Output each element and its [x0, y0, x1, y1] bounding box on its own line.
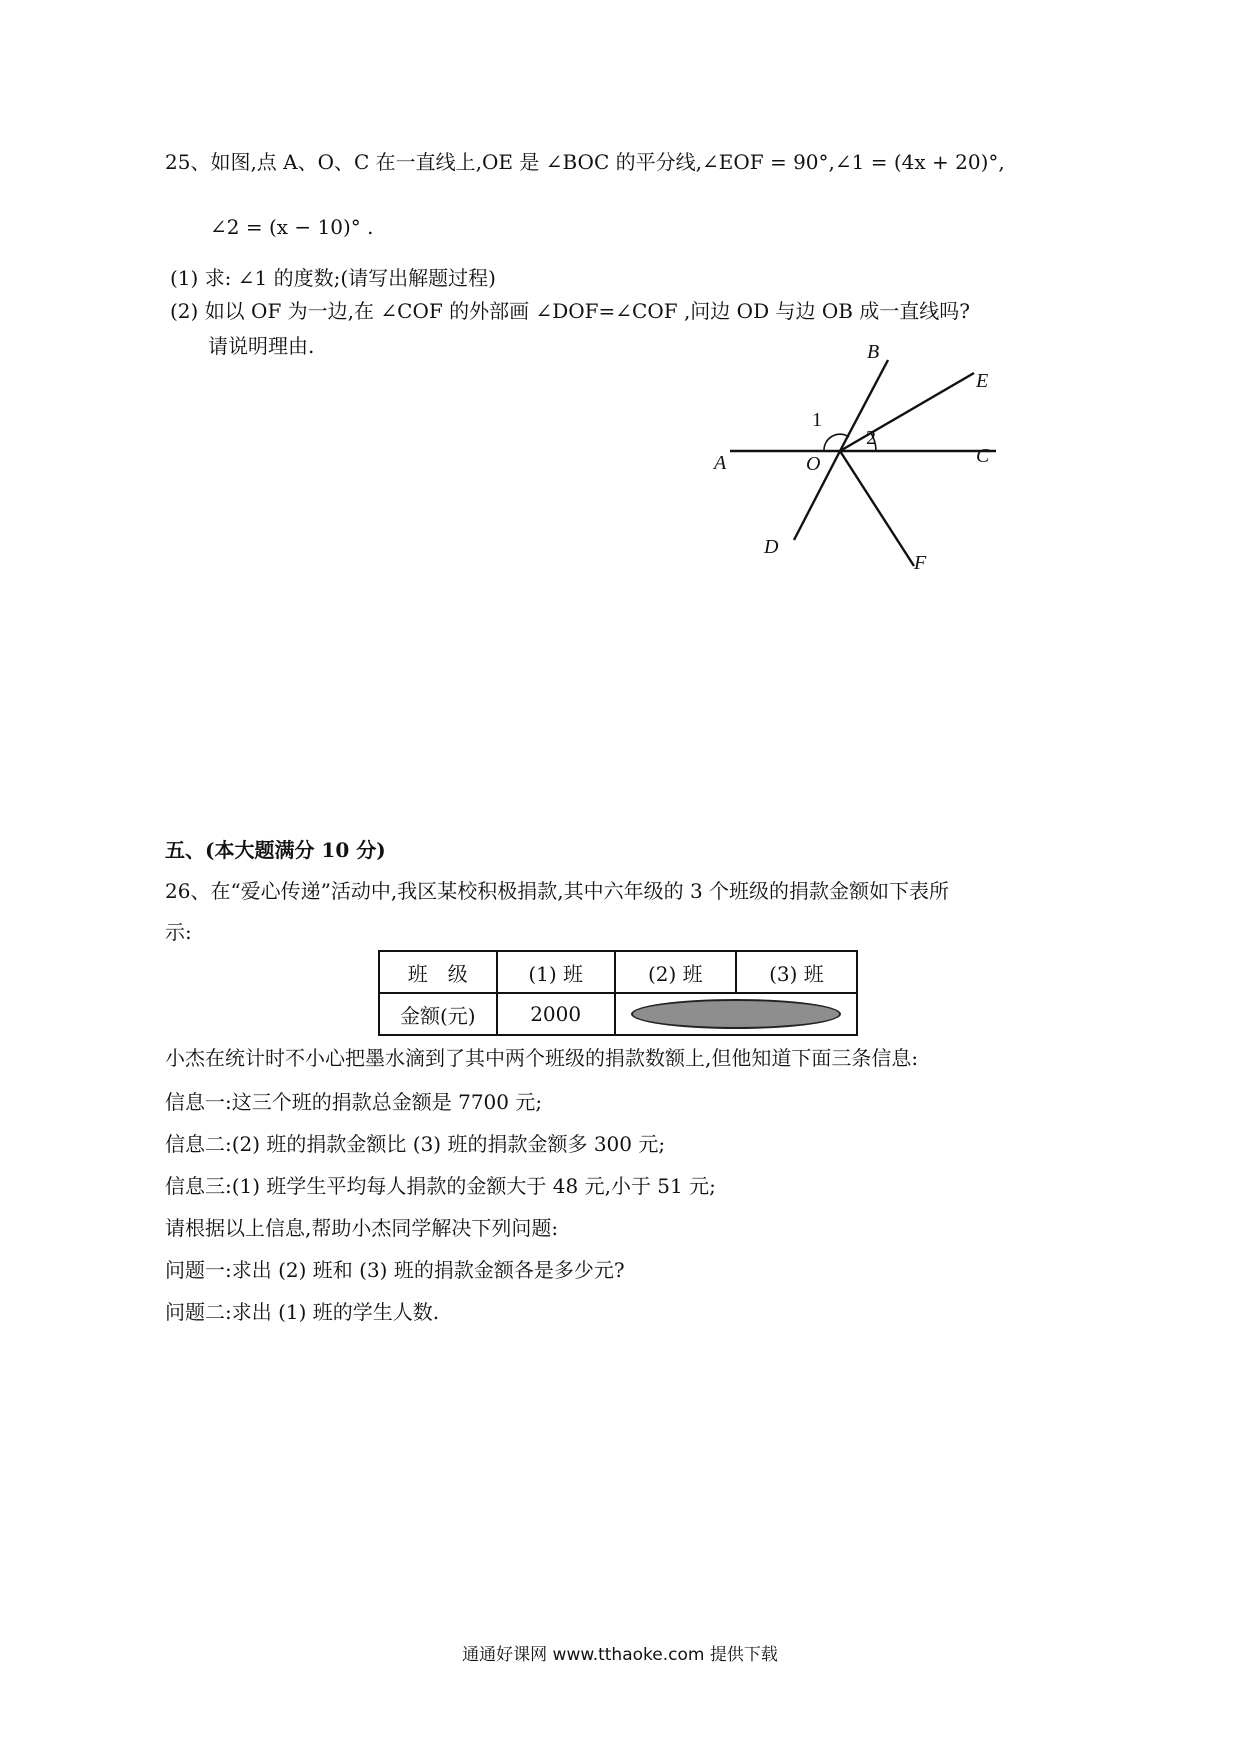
q26-problem1: 问题一:求出 (2) 班和 (3) 班的捐款金额各是多少元? — [165, 1258, 625, 1282]
label-c: C — [976, 445, 990, 467]
label-f: F — [914, 552, 927, 574]
q26-info3: 信息三:(1) 班学生平均每人捐款的金额大于 48 元,小于 51 元; — [165, 1174, 716, 1198]
q25-part1: (1) 求: ∠1 的度数;(请写出解题过程) — [170, 266, 496, 290]
label-a: A — [714, 452, 727, 474]
amount-class1: 2000 — [497, 993, 615, 1035]
header-cell-class: 班 级 — [379, 951, 497, 993]
q26-info2: 信息二:(2) 班的捐款金额比 (3) 班的捐款金额多 300 元; — [165, 1132, 666, 1156]
q26-prompt: 请根据以上信息,帮助小杰同学解决下列问题: — [165, 1216, 559, 1240]
ink-blot — [631, 999, 841, 1029]
section5-title: 五、(本大题满分 10 分) — [165, 838, 386, 862]
donation-table — [378, 950, 858, 1036]
q25-part2: (2) 如以 OF 为一边,在 ∠COF 的外部画 ∠DOF=∠COF ,问边 OD 与边 OB 成一直线吗? — [170, 299, 970, 323]
label-d: D — [764, 536, 779, 558]
header-cell-class1: (1) 班 — [497, 951, 615, 993]
label-angle-1: 1 — [812, 409, 822, 431]
angle-figure — [700, 340, 1020, 580]
table-amount-row — [379, 993, 857, 1035]
header-cell-class3: (3) 班 — [736, 951, 857, 993]
q25-line2: ∠2 = (x − 10)° . — [210, 215, 374, 239]
q26-line1: 26、在“爱心传递”活动中,我区某校积极捐款,其中六年级的 3 个班级的捐款金额如下表所 — [165, 879, 950, 903]
q25-part2-cont: 请说明理由. — [208, 334, 315, 358]
row-label-amount: 金额(元) — [379, 993, 497, 1035]
label-o: O — [806, 453, 821, 475]
q26-problem2: 问题二:求出 (1) 班的学生人数. — [165, 1300, 440, 1324]
q26-intro: 小杰在统计时不小心把墨水滴到了其中两个班级的捐款数额上,但他知道下面三条信息: — [165, 1046, 919, 1070]
q25-line1: 25、如图,点 A、O、C 在一直线上,OE 是 ∠BOC 的平分线,∠EOF = 90°,∠1 = (4x + 20)°, — [165, 150, 1005, 174]
amount-ink-cell — [615, 993, 857, 1035]
label-angle-2: 2 — [866, 427, 876, 449]
q26-info1: 信息一:这三个班的捐款总金额是 7700 元; — [165, 1090, 543, 1114]
label-b: B — [867, 341, 880, 363]
header-cell-class2: (2) 班 — [615, 951, 736, 993]
ray-of — [840, 451, 914, 566]
footer-credit: 通通好课网 www.tthaoke.com 提供下载 — [462, 1645, 778, 1665]
label-e: E — [976, 370, 989, 392]
table-header-row — [379, 951, 857, 993]
q26-line2: 示: — [165, 920, 192, 944]
